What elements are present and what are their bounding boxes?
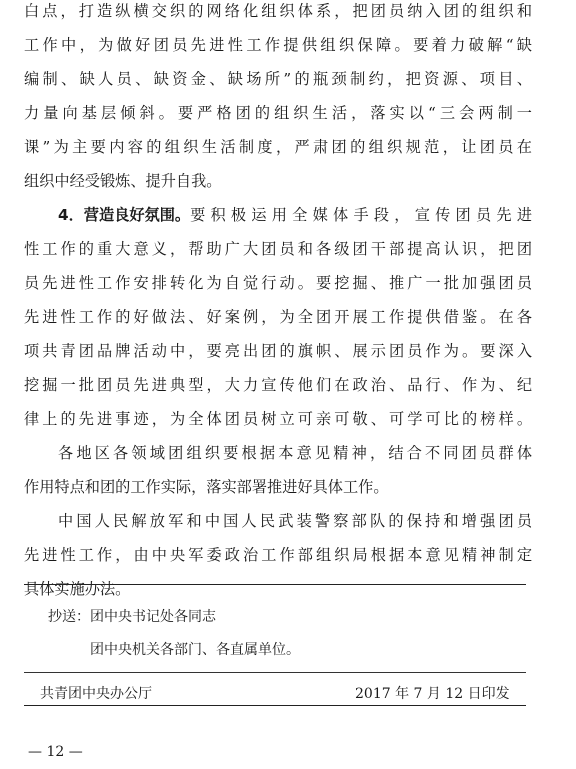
text-line: 力量向基层倾斜。要严格团的组织生活，落实以“三会两制一 [24,104,532,122]
cc-label: 抄送： [48,609,90,625]
text-line: 编制、缺人员、缺资金、缺场所”的瓶颈制约，把资源、项目、 [24,70,532,88]
text-line: 具体实施办法。 [24,580,131,598]
text-line: 律上的先进事迹，为全体团员树立可亲可敬、可学可比的榜样。 [24,410,532,428]
divider [24,705,526,706]
divider [24,584,526,585]
divider [24,672,526,673]
text-line: 课”为主要内容的组织生活制度，严肃团的组织规范，让团员在 [24,138,532,156]
text-line: 工作中，为做好团员先进性工作提供组织保障。要着力破解“缺 [24,36,532,54]
cc-line-1 [48,606,216,626]
cc-recipients-1: 团中央书记处各同志 [90,609,216,625]
text-line: 先进性工作，由中央军委政治工作部组织局根据本意见精神制定 [24,546,532,564]
issuer: 共青团中央办公厅 [40,686,152,702]
text-line: 各地区各领域团组织要根据本意见精神，结合不同团员群体 [58,444,532,462]
section-heading-line [58,204,532,226]
text-line: 挖掘一批团员先进典型，大力宣传他们在政治、品行、作为、纪 [24,376,532,394]
issue-date: 2017 年 7 月 12 日印发 [355,686,510,702]
text-line: 中国人民解放军和中国人民武装警察部队的保持和增强团员 [58,512,532,530]
text-line: 组织中经受锻炼、提升自我。 [24,172,222,190]
text-line: 项共青团品牌活动中，要亮出团的旗帜、展示团员作为。要深入 [24,342,532,360]
text-line: 员先进性工作安排转化为自觉行动。要挖掘、推广一批加强团员 [24,274,532,292]
page-number: — 12 — [28,744,83,760]
text-line: 先进性工作的好做法、好案例，为全团开展工作提供借鉴。在各 [24,308,532,326]
text-line: 白点，打造纵横交织的网络化组织体系，把团员纳入团的组织和 [24,2,532,20]
cc-recipients-2: 团中央机关各部门、各直属单位。 [90,642,300,658]
text-line: 作用特点和团的工作实际，落实部署推进好具体工作。 [24,478,389,496]
text-line: 性工作的重大意义，帮助广大团员和各级团干部提高认识，把团 [24,240,532,258]
section-heading: 4．营造良好氛围。 [58,206,191,224]
text-line: 要积极运用全媒体手段，宣传团员先进 [190,206,532,224]
